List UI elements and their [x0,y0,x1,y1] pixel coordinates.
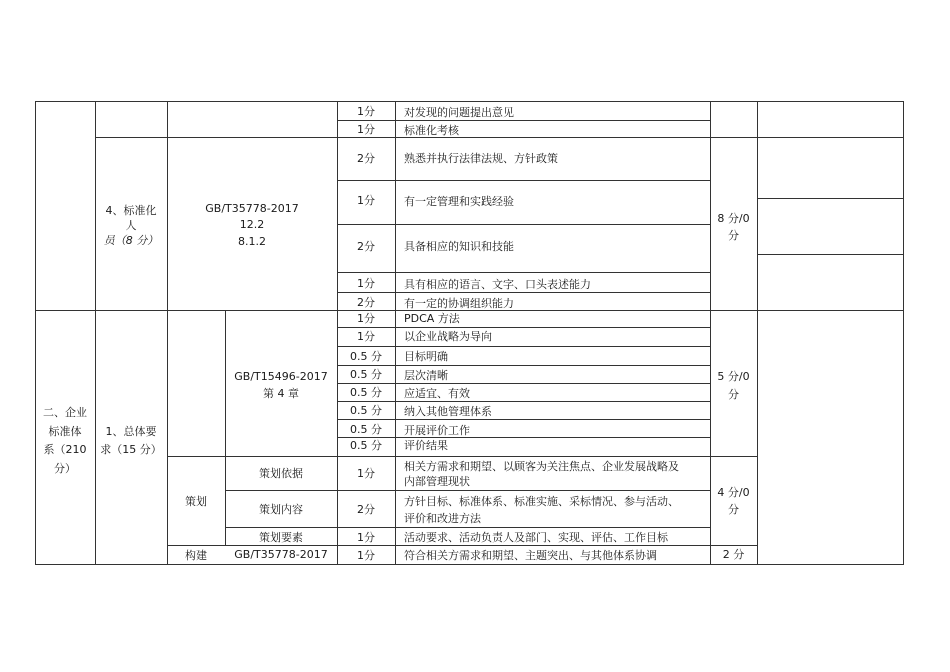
planning-label: 策划 [185,495,207,508]
row-line [337,180,710,181]
planning-total: 4 分/0 [717,486,750,499]
personnel-total: 分 [728,229,739,242]
personnel-label: 4、标准化 [105,204,157,217]
item-cell: 开展评价工作 [404,424,470,437]
score-cell: 1分 [357,105,375,118]
personnel-total: 8 分/0 [717,212,750,225]
item-cell: 具备相应的知识和技能 [404,240,514,253]
score-cell: 2分 [357,152,375,165]
row-line [95,137,904,138]
personnel-label: 人 [125,219,137,232]
col-line [395,101,396,565]
item-cell: 以企业战略为导向 [404,330,492,343]
personnel-reference: 8.1.2 [238,235,266,248]
item-cell: 方针目标、标准体系、标准实施、采标情况、参与活动、 [404,495,679,508]
row-line [757,254,904,255]
item-cell: 相关方需求和期望、以顾客为关注焦点、企业发展战略及 [404,460,679,473]
row-line [225,527,710,528]
item-cell: 目标明确 [404,350,448,363]
general-total: 分 [728,388,739,401]
build-reference: GB/T35778-2017 [234,548,328,561]
row-line [337,365,710,366]
personnel-reference: GB/T35778-2017 [205,202,299,215]
item-cell: 符合相关方需求和期望、主题突出、与其他体系协调 [404,549,657,562]
col-line [757,101,758,565]
personnel-reference: 12.2 [239,218,265,231]
planning-total: 分 [728,503,739,516]
general-reference: 第 4 章 [263,387,299,400]
system-label: 分） [54,462,76,475]
system-label: 二、企业 [43,406,87,419]
planning-basis-label: 策划依据 [259,467,303,480]
item-cell: 层次清晰 [404,369,448,382]
row-line [167,545,758,546]
item-cell: 对发现的问题提出意见 [404,106,514,119]
item-cell: 活动要求、活动负责人及部门、实现、评估、工作目标 [404,531,668,544]
general-total: 5 分/0 [717,370,750,383]
score-cell: 0.5 分 [350,423,382,436]
table-border-top [35,101,904,102]
score-cell: 0.5 分 [350,350,382,363]
item-cell: 评价和改进方法 [404,512,481,525]
row-line [167,456,758,457]
row-line [225,490,710,491]
score-cell: 2分 [357,240,375,253]
score-cell: 1分 [357,467,375,480]
personnel-label: 员（8 分） [103,234,159,247]
row-line [337,224,710,225]
score-cell: 2分 [357,296,375,309]
item-cell: 内部管理现状 [404,475,470,488]
planning-content-label: 策划内容 [259,503,303,516]
general-reference: GB/T15496-2017 [234,370,328,383]
row-line [337,419,710,420]
score-cell: 0.5 分 [350,386,382,399]
general-label: 求（15 分） [100,443,162,456]
score-cell: 1分 [357,277,375,290]
table-border-left [35,101,36,565]
item-cell: 有一定的协调组织能力 [404,297,514,310]
score-cell: 0.5 分 [350,439,382,452]
score-cell: 1分 [357,531,375,544]
col-line [95,101,96,565]
item-cell: 具有相应的语言、文字、口头表述能力 [404,278,591,291]
build-label: 构建 [185,549,207,562]
item-cell: 评价结果 [404,439,448,452]
score-cell: 1分 [357,123,375,136]
system-label: 系（210 [43,443,87,456]
planning-elements-label: 策划要素 [259,531,303,544]
row-line [757,198,904,199]
score-cell: 1分 [357,312,375,325]
item-cell: 标准化考核 [404,124,459,137]
score-cell: 0.5 分 [350,404,382,417]
item-cell: 应适宜、有效 [404,387,470,400]
score-cell: 2分 [357,503,375,516]
row-line [337,327,710,328]
system-label: 标准体 [48,425,82,438]
score-cell: 1分 [357,549,375,562]
item-cell: 熟悉并执行法律法规、方针政策 [404,152,558,165]
item-cell: PDCA 方法 [404,312,460,325]
row-line [337,383,710,384]
general-label: 1、总体要 [105,425,157,438]
score-cell: 0.5 分 [350,368,382,381]
item-cell: 纳入其他管理体系 [404,405,492,418]
row-line [337,346,710,347]
row-line [337,120,710,121]
table-border-right [903,101,904,565]
row-line [337,401,710,402]
score-cell: 1分 [357,330,375,343]
row-line [337,272,710,273]
score-cell: 1分 [357,194,375,207]
item-cell: 有一定管理和实践经验 [404,195,514,208]
build-total: 2 分 [722,548,745,561]
row-line [337,292,710,293]
table-border-bottom [35,564,904,565]
